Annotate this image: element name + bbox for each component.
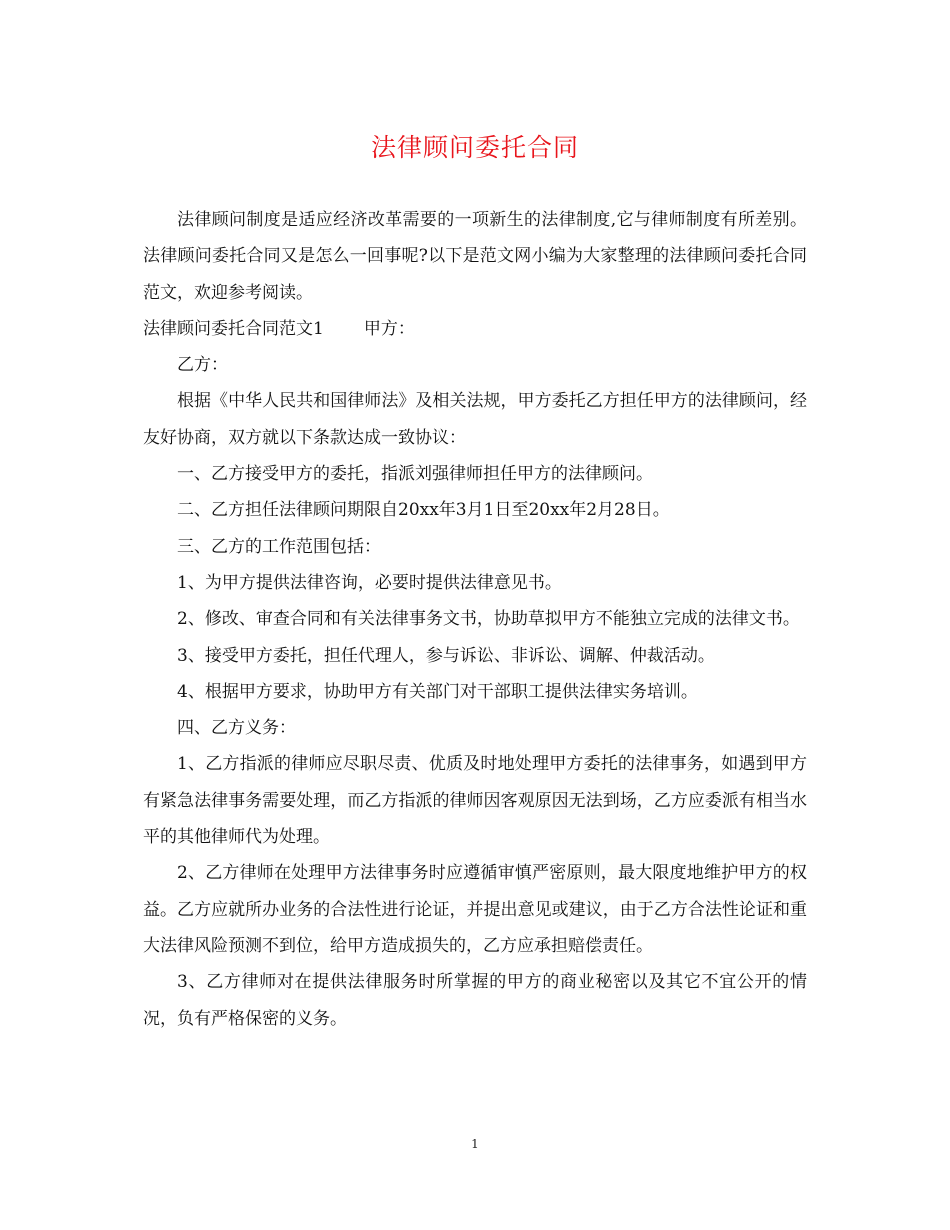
duty-item-3: 3、乙方律师对在提供法律服务时所掌握的甲方的商业秘密以及其它不宜公开的情况，负有严格保密的义务。 — [143, 972, 807, 1029]
scope-item-1: 1、为甲方提供法律咨询，必要时提供法律意见书。 — [177, 572, 562, 593]
page-number: 1 — [471, 1137, 479, 1151]
document-body — [143, 202, 807, 1037]
sample-heading-line — [143, 311, 807, 347]
duty-item-2: 2、乙方律师在处理甲方法律事务时应遵循审慎严密原则，最大限度地维护甲方的权益。乙方应就所办业务的合法性进行论证，并提出意见或建议，由于乙方合法性论证和重大法律风险预测不到位，给甲方造成损失的，乙方应承担赔偿责任。 — [143, 863, 807, 956]
intro-paragraph: 法律顾问制度是适应经济改革需要的一项新生的法律制度,它与律师制度有所差别。法律顾问委托合同又是怎么一回事呢?以下是范文网小编为大家整理的法律顾问委托合同范文，欢迎参考阅读。 — [143, 210, 807, 303]
duty-item-1: 1、乙方指派的律师应尽职尽责、优质及时地处理甲方委托的法律事务，如遇到甲方有紧急法律事务需要处理，而乙方指派的律师因客观原因无法到场，乙方应委派有相当水平的其他律师代为处理。 — [143, 754, 807, 848]
clause-four-heading: 四、乙方义务： — [177, 718, 296, 739]
party-a-label: 甲方： — [363, 318, 415, 339]
sample-heading: 法律顾问委托合同范文1 — [143, 318, 324, 339]
paragraph-preamble: 根据《中华人民共和国律师法》及相关法规，甲方委托乙方担任甲方的法律顾问，经友好协商，双方就以下条款达成一致协议： — [143, 391, 807, 448]
clause-one: 一、乙方接受甲方的委托，指派刘强律师担任甲方的法律顾问。 — [177, 464, 653, 485]
document-title: 法律顾问委托合同 — [370, 133, 579, 162]
clause-two: 二、乙方担任法律顾问期限自20xx年3月1日至20xx年2月28日。 — [177, 500, 670, 521]
scope-item-2: 2、修改、审查合同和有关法律事务文书，协助草拟甲方不能独立完成的法律文书。 — [177, 609, 800, 630]
clause-three-heading: 三、乙方的工作范围包括： — [177, 536, 381, 557]
party-b-label: 乙方： — [177, 355, 228, 376]
scope-item-4: 4、根据甲方要求，协助甲方有关部门对干部职工提供法律实务培训。 — [177, 681, 698, 702]
scope-item-3: 3、接受甲方委托，担任代理人，参与诉讼、非诉讼、调解、仲裁活动。 — [177, 645, 715, 666]
